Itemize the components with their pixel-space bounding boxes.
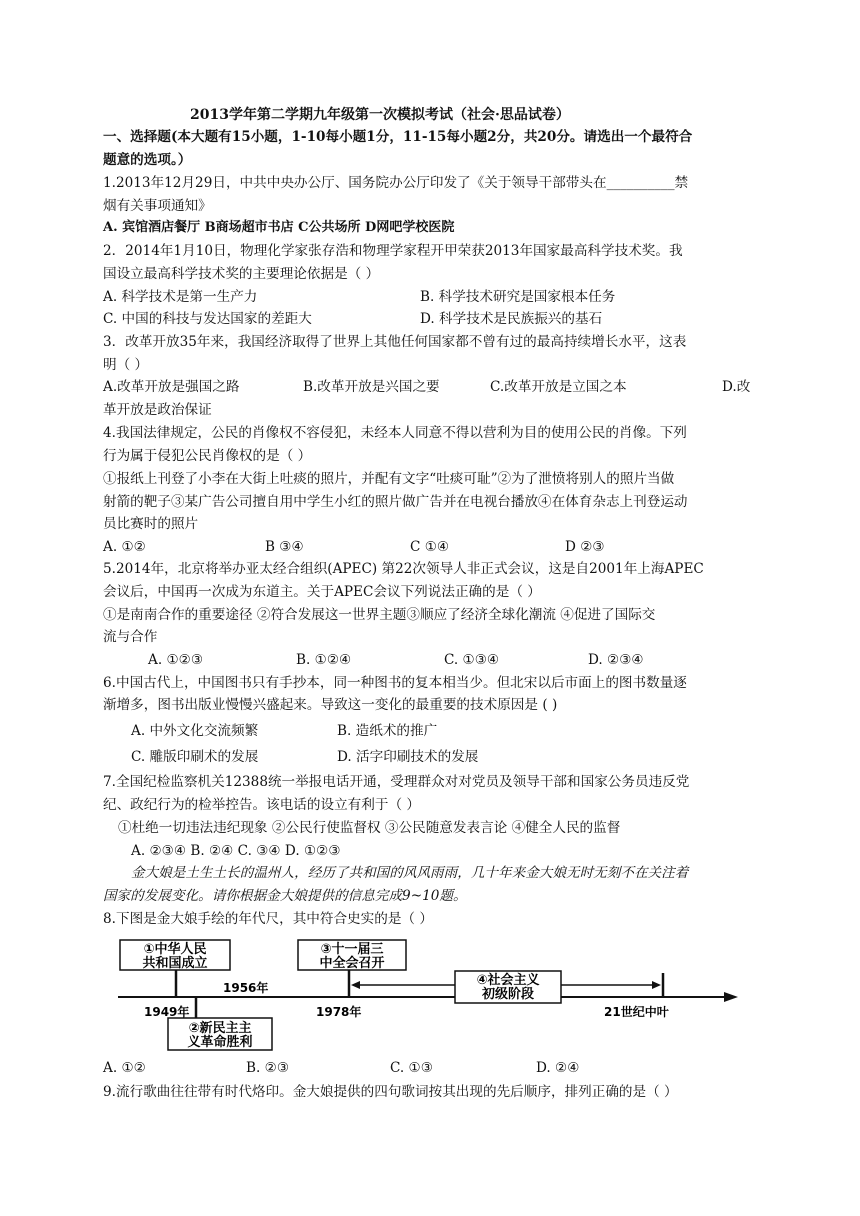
- span-arrow-left: [351, 981, 360, 989]
- label-21c: 21世纪中叶: [604, 1005, 669, 1019]
- question-4-option-a: A. ①②: [103, 539, 146, 555]
- question-1-options: A. 宾馆酒店餐厅 B商场超市书店 C公共场所 D网吧学校医院: [103, 220, 455, 235]
- question-4-option-d: D ②③: [565, 539, 605, 555]
- passage-text: 金大娘是土生土长的温州人，经历了共和国的风风雨雨，几十年来金大娘无时无刻不在关注着: [131, 865, 689, 881]
- question-3-text-cont: 明（ ）: [103, 357, 149, 373]
- label-1956: 1956年: [223, 981, 269, 995]
- question-3-option-a: A.改革开放是强国之路: [103, 379, 240, 395]
- page-title: 2013学年第二学期九年级第一次模拟考试（社会·思品试卷）: [190, 107, 570, 123]
- question-3-option-c: C.改革开放是立国之本: [490, 379, 627, 395]
- question-5-text: 5.2014年，北京将举办亚太经合组织(APEC) 第22次领导人非正式会议，这是自2001年上海APEC: [103, 561, 704, 577]
- passage-text-cont: 国家的发展变化。请你根据金大娘提供的信息完成9~10题。: [103, 888, 467, 904]
- box-3-line-1: ③十一届三: [320, 942, 384, 957]
- box-4-line-2: 初级阶段: [481, 987, 535, 1002]
- question-8-option-a: A. ①②: [103, 1060, 146, 1076]
- question-3-option-d-cont: 革开放是政治保证: [103, 402, 212, 418]
- question-9-text: 9.流行歌曲往往带有时代烙印。金大娘提供的四句歌词按其出现的先后顺序，排列正确的是（ ）: [103, 1084, 678, 1100]
- question-2-text-cont: 国设立最高科学技术奖的主要理论依据是（ ）: [103, 266, 380, 282]
- label-1978: 1978年: [316, 1005, 362, 1019]
- question-7-text-cont: 纪、政纪行为的检举控告。该电话的设立有利于（ ）: [103, 797, 420, 813]
- question-6-option-c: C. 雕版印刷术的发展: [131, 749, 259, 765]
- question-4-text: 4.我国法律规定，公民的肖像权不容侵犯，未经本人同意不得以营利为目的使用公民的肖像。下列: [103, 425, 687, 441]
- timeline-diagram: [108, 938, 748, 1054]
- section-header-cont: 题意的选项。）: [103, 152, 192, 168]
- box-2-line-1: ②新民主主: [188, 1021, 252, 1036]
- question-2-option-b: B. 科学技术研究是国家根本任务: [420, 289, 616, 305]
- question-2-option-d: D. 科学技术是民族振兴的基石: [420, 311, 603, 327]
- question-8-option-c: C. ①③: [390, 1060, 433, 1076]
- question-1-text: 1.2013年12月29日，中共中央办公厅、国务院办公厅印发了《关于领导干部带头在__________禁: [103, 175, 689, 191]
- question-8-text: 8.下图是金大娘手绘的年代尺，其中符合史实的是（ ）: [103, 911, 433, 927]
- label-1949: 1949年: [144, 1005, 190, 1019]
- question-2-option-c: C. 中国的科技与发达国家的差距大: [103, 311, 312, 327]
- question-8-option-d: D. ②④: [536, 1060, 580, 1076]
- question-4-statements: ①报纸上刊登了小李在大街上吐痰的照片，并配有文字“吐痰可耻”②为了泄愤将别人的照片当做: [103, 471, 675, 487]
- box-2-line-2: 义革命胜利: [187, 1035, 253, 1050]
- question-5-statements-cont: 流与合作: [103, 629, 158, 645]
- question-7-text: 7.全国纪检监察机关12388统一举报电话开通，受理群众对对党员及领导干部和国家公务员违反党: [103, 774, 690, 790]
- question-1-text-cont: 烟有关事项通知》: [103, 198, 212, 214]
- box-4-line-1: ④社会主义: [476, 973, 540, 988]
- question-7-statements: ①杜绝一切违法违纪现象 ②公民行使监督权 ③公民随意发表言论 ④健全人民的监督: [118, 820, 621, 836]
- question-3-option-d: D.改: [722, 379, 751, 395]
- span-arrow-right: [652, 981, 661, 989]
- box-1-line-1: ①中华人民: [143, 942, 207, 957]
- question-7-options: A. ②③④ B. ②④ C. ③④ D. ①②③: [131, 843, 341, 859]
- question-4-option-b: B ③④: [265, 539, 304, 555]
- question-4-text-cont: 行为属于侵犯公民肖像权的是（ ）: [103, 448, 312, 464]
- question-6-text: 6.中国古代上，中国图书只有手抄本，同一种图书的复本相当少。但北宋以后市面上的图书数量逐: [103, 675, 687, 691]
- question-5-text-cont: 会议后，中国再一次成为东道主。关于APEC会议下列说法正确的是（ ）: [103, 584, 541, 600]
- question-5-statements: ①是南南合作的重要途径 ②符合发展这一世界主题③顺应了经济全球化潮流 ④促进了国际交: [103, 607, 656, 623]
- question-6-option-d: D. 活字印刷技术的发展: [337, 749, 479, 765]
- question-5-option-d: D. ②③④: [588, 652, 644, 668]
- axis-arrowhead: [724, 992, 738, 1002]
- question-5-option-c: C. ①③④: [444, 652, 500, 668]
- box-3-line-2: 中全会召开: [319, 956, 385, 971]
- question-2-text: 2．2014年1月10日，物理化学家张存浩和物理学家程开甲荣获2013年国家最高科学技术奖。我: [103, 243, 683, 259]
- question-6-option-a: A. 中外文化交流频繁: [131, 723, 259, 739]
- question-4-statements-end: 员比赛时的照片: [103, 516, 199, 532]
- question-5-option-a: A. ①②③: [148, 652, 204, 668]
- question-5-option-b: B. ①②④: [296, 652, 352, 668]
- question-4-statements-cont: 射箭的靶子③某广告公司擅自用中学生小红的照片做广告并在电视台播放④在体育杂志上刊登运动: [103, 494, 688, 510]
- section-header: 一、选择题(本大题有15小题，1-10每小题1分，11-15每小题2分，共20分。请选出一个最符合: [103, 129, 693, 145]
- question-6-text-cont: 渐增多，图书出版业慢慢兴盛起来。导致这一变化的最重要的技术原因是 ( ): [103, 697, 558, 713]
- question-3-text: 3．改革开放35年来，我国经济取得了世界上其他任何国家都不曾有过的最高持续增长水平，这表: [103, 334, 687, 350]
- question-2-option-a: A. 科学技术是第一生产力: [103, 289, 258, 305]
- question-8-option-b: B. ②③: [246, 1060, 290, 1076]
- question-3-option-b: B.改革开放是兴国之要: [303, 379, 440, 395]
- box-1-line-2: 共和国成立: [142, 956, 208, 971]
- question-4-option-c: C ①④: [410, 539, 450, 555]
- question-6-option-b: B. 造纸术的推广: [337, 723, 438, 739]
